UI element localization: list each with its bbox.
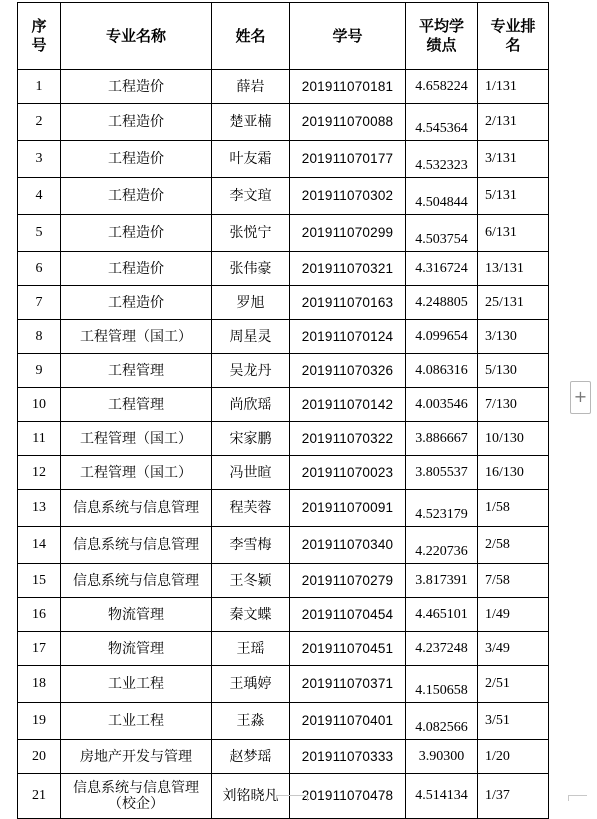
row-index: 15 bbox=[18, 564, 61, 598]
row-student-id: 201911070177 bbox=[290, 141, 406, 178]
row-name: 程芙蓉 bbox=[212, 490, 290, 527]
row-gpa: 4.545364 bbox=[406, 104, 478, 141]
row-student-id: 201911070340 bbox=[290, 527, 406, 564]
row-rank: 1/131 bbox=[478, 70, 549, 104]
row-major: 工程造价 bbox=[61, 178, 212, 215]
row-major: 信息系统与信息管理 bbox=[61, 564, 212, 598]
row-index: 18 bbox=[18, 666, 61, 703]
row-rank: 5/130 bbox=[478, 354, 549, 388]
row-name: 张伟豪 bbox=[212, 252, 290, 286]
row-major: 物流管理 bbox=[61, 598, 212, 632]
row-student-id: 201911070371 bbox=[290, 666, 406, 703]
row-major: 工程造价 bbox=[61, 215, 212, 252]
row-rank: 2/58 bbox=[478, 527, 549, 564]
row-student-id: 201911070299 bbox=[290, 215, 406, 252]
row-student-id: 201911070322 bbox=[290, 422, 406, 456]
table-row bbox=[18, 320, 549, 354]
row-gpa: 4.514134 bbox=[406, 774, 478, 819]
header-name: 姓名 bbox=[212, 3, 290, 70]
row-major: 工程管理（国工） bbox=[61, 320, 212, 354]
row-name: 尚欣瑶 bbox=[212, 388, 290, 422]
row-rank: 1/58 bbox=[478, 490, 549, 527]
row-index: 17 bbox=[18, 632, 61, 666]
row-gpa: 3.805537 bbox=[406, 456, 478, 490]
row-student-id: 201911070088 bbox=[290, 104, 406, 141]
row-name: 薛岩 bbox=[212, 70, 290, 104]
header-rank: 专业排 名 bbox=[478, 3, 549, 70]
table-row bbox=[18, 286, 549, 320]
table-row bbox=[18, 598, 549, 632]
row-gpa: 4.503754 bbox=[406, 215, 478, 252]
row-major: 工程管理（国工） bbox=[61, 456, 212, 490]
row-rank: 3/51 bbox=[478, 703, 549, 740]
table-row bbox=[18, 215, 549, 252]
row-name: 吴龙丹 bbox=[212, 354, 290, 388]
table-row bbox=[18, 178, 549, 215]
row-major: 物流管理 bbox=[61, 632, 212, 666]
row-name: 王冬颖 bbox=[212, 564, 290, 598]
row-major: 工程造价 bbox=[61, 70, 212, 104]
row-name: 赵梦瑶 bbox=[212, 740, 290, 774]
row-name: 刘铭晓凡 bbox=[212, 774, 290, 819]
row-index: 13 bbox=[18, 490, 61, 527]
row-rank: 25/131 bbox=[478, 286, 549, 320]
row-rank: 3/130 bbox=[478, 320, 549, 354]
row-rank: 1/20 bbox=[478, 740, 549, 774]
row-index: 1 bbox=[18, 70, 61, 104]
add-button[interactable]: + bbox=[570, 381, 591, 414]
row-name: 叶友霜 bbox=[212, 141, 290, 178]
table-row bbox=[18, 740, 549, 774]
row-gpa: 3.817391 bbox=[406, 564, 478, 598]
row-index: 5 bbox=[18, 215, 61, 252]
row-name: 罗旭 bbox=[212, 286, 290, 320]
row-major: 工程造价 bbox=[61, 104, 212, 141]
row-major: 工程管理 bbox=[61, 354, 212, 388]
header-gpa: 平均学 绩点 bbox=[406, 3, 478, 70]
row-index: 2 bbox=[18, 104, 61, 141]
row-gpa: 3.886667 bbox=[406, 422, 478, 456]
page-edge-mark bbox=[276, 795, 308, 801]
row-index: 14 bbox=[18, 527, 61, 564]
row-index: 9 bbox=[18, 354, 61, 388]
row-index: 7 bbox=[18, 286, 61, 320]
header-row bbox=[18, 3, 549, 70]
table-row bbox=[18, 703, 549, 740]
row-major: 工程管理 bbox=[61, 388, 212, 422]
row-gpa: 4.150658 bbox=[406, 666, 478, 703]
table-row bbox=[18, 104, 549, 141]
ranking-table bbox=[17, 2, 549, 819]
row-gpa: 4.658224 bbox=[406, 70, 478, 104]
row-rank: 10/130 bbox=[478, 422, 549, 456]
row-rank: 1/37 bbox=[478, 774, 549, 819]
row-major: 工程造价 bbox=[61, 286, 212, 320]
row-index: 16 bbox=[18, 598, 61, 632]
table-row bbox=[18, 388, 549, 422]
row-rank: 2/51 bbox=[478, 666, 549, 703]
row-major: 工业工程 bbox=[61, 666, 212, 703]
table-row bbox=[18, 456, 549, 490]
row-student-id: 201911070326 bbox=[290, 354, 406, 388]
row-name: 王淼 bbox=[212, 703, 290, 740]
row-student-id: 201911070321 bbox=[290, 252, 406, 286]
row-gpa: 4.082566 bbox=[406, 703, 478, 740]
row-major: 信息系统与信息管理 （校企） bbox=[61, 774, 212, 819]
table-row bbox=[18, 252, 549, 286]
row-index: 12 bbox=[18, 456, 61, 490]
row-name: 李文瑄 bbox=[212, 178, 290, 215]
table-row bbox=[18, 632, 549, 666]
row-rank: 2/131 bbox=[478, 104, 549, 141]
row-index: 8 bbox=[18, 320, 61, 354]
row-name: 周星灵 bbox=[212, 320, 290, 354]
row-major: 工程造价 bbox=[61, 141, 212, 178]
row-index: 20 bbox=[18, 740, 61, 774]
header-student-id: 学号 bbox=[290, 3, 406, 70]
row-index: 10 bbox=[18, 388, 61, 422]
row-major: 信息系统与信息管理 bbox=[61, 527, 212, 564]
table-row bbox=[18, 527, 549, 564]
row-name: 王瑀婷 bbox=[212, 666, 290, 703]
row-index: 21 bbox=[18, 774, 61, 819]
row-gpa: 4.523179 bbox=[406, 490, 478, 527]
row-name: 秦文蝶 bbox=[212, 598, 290, 632]
row-student-id: 201911070181 bbox=[290, 70, 406, 104]
row-rank: 3/131 bbox=[478, 141, 549, 178]
table-row bbox=[18, 141, 549, 178]
row-major: 房地产开发与管理 bbox=[61, 740, 212, 774]
row-student-id: 201911070401 bbox=[290, 703, 406, 740]
row-student-id: 201911070333 bbox=[290, 740, 406, 774]
row-major: 工程造价 bbox=[61, 252, 212, 286]
row-student-id: 201911070279 bbox=[290, 564, 406, 598]
row-gpa: 4.003546 bbox=[406, 388, 478, 422]
row-name: 李雪梅 bbox=[212, 527, 290, 564]
row-rank: 16/130 bbox=[478, 456, 549, 490]
row-name: 楚亚楠 bbox=[212, 104, 290, 141]
row-gpa: 4.086316 bbox=[406, 354, 478, 388]
row-gpa: 4.237248 bbox=[406, 632, 478, 666]
table-row bbox=[18, 490, 549, 527]
row-student-id: 201911070124 bbox=[290, 320, 406, 354]
row-rank: 13/131 bbox=[478, 252, 549, 286]
row-index: 19 bbox=[18, 703, 61, 740]
row-rank: 7/58 bbox=[478, 564, 549, 598]
row-name: 冯世暄 bbox=[212, 456, 290, 490]
row-student-id: 201911070023 bbox=[290, 456, 406, 490]
row-student-id: 201911070142 bbox=[290, 388, 406, 422]
table-row bbox=[18, 354, 549, 388]
table-row bbox=[18, 666, 549, 703]
header-major: 专业名称 bbox=[61, 3, 212, 70]
table-row bbox=[18, 564, 549, 598]
row-gpa: 4.220736 bbox=[406, 527, 478, 564]
row-major: 工程管理（国工） bbox=[61, 422, 212, 456]
row-index: 4 bbox=[18, 178, 61, 215]
row-rank: 1/49 bbox=[478, 598, 549, 632]
row-student-id: 201911070454 bbox=[290, 598, 406, 632]
row-rank: 6/131 bbox=[478, 215, 549, 252]
header-index: 序 号 bbox=[18, 3, 61, 70]
row-gpa: 4.504844 bbox=[406, 178, 478, 215]
row-student-id: 201911070478 bbox=[290, 774, 406, 819]
row-major: 工业工程 bbox=[61, 703, 212, 740]
row-name: 王瑶 bbox=[212, 632, 290, 666]
row-index: 6 bbox=[18, 252, 61, 286]
row-gpa: 4.099654 bbox=[406, 320, 478, 354]
row-rank: 7/130 bbox=[478, 388, 549, 422]
row-rank: 5/131 bbox=[478, 178, 549, 215]
row-index: 3 bbox=[18, 141, 61, 178]
row-rank: 3/49 bbox=[478, 632, 549, 666]
row-gpa: 4.248805 bbox=[406, 286, 478, 320]
row-gpa: 4.532323 bbox=[406, 141, 478, 178]
row-gpa: 4.316724 bbox=[406, 252, 478, 286]
table-row bbox=[18, 422, 549, 456]
row-gpa: 3.90300 bbox=[406, 740, 478, 774]
row-name: 张悦宁 bbox=[212, 215, 290, 252]
page-edge-mark bbox=[568, 795, 587, 801]
row-name: 宋家鹏 bbox=[212, 422, 290, 456]
row-student-id: 201911070091 bbox=[290, 490, 406, 527]
row-student-id: 201911070163 bbox=[290, 286, 406, 320]
row-student-id: 201911070451 bbox=[290, 632, 406, 666]
row-index: 11 bbox=[18, 422, 61, 456]
row-major: 信息系统与信息管理 bbox=[61, 490, 212, 527]
table-row bbox=[18, 70, 549, 104]
row-student-id: 201911070302 bbox=[290, 178, 406, 215]
row-gpa: 4.465101 bbox=[406, 598, 478, 632]
table-body bbox=[18, 70, 549, 819]
